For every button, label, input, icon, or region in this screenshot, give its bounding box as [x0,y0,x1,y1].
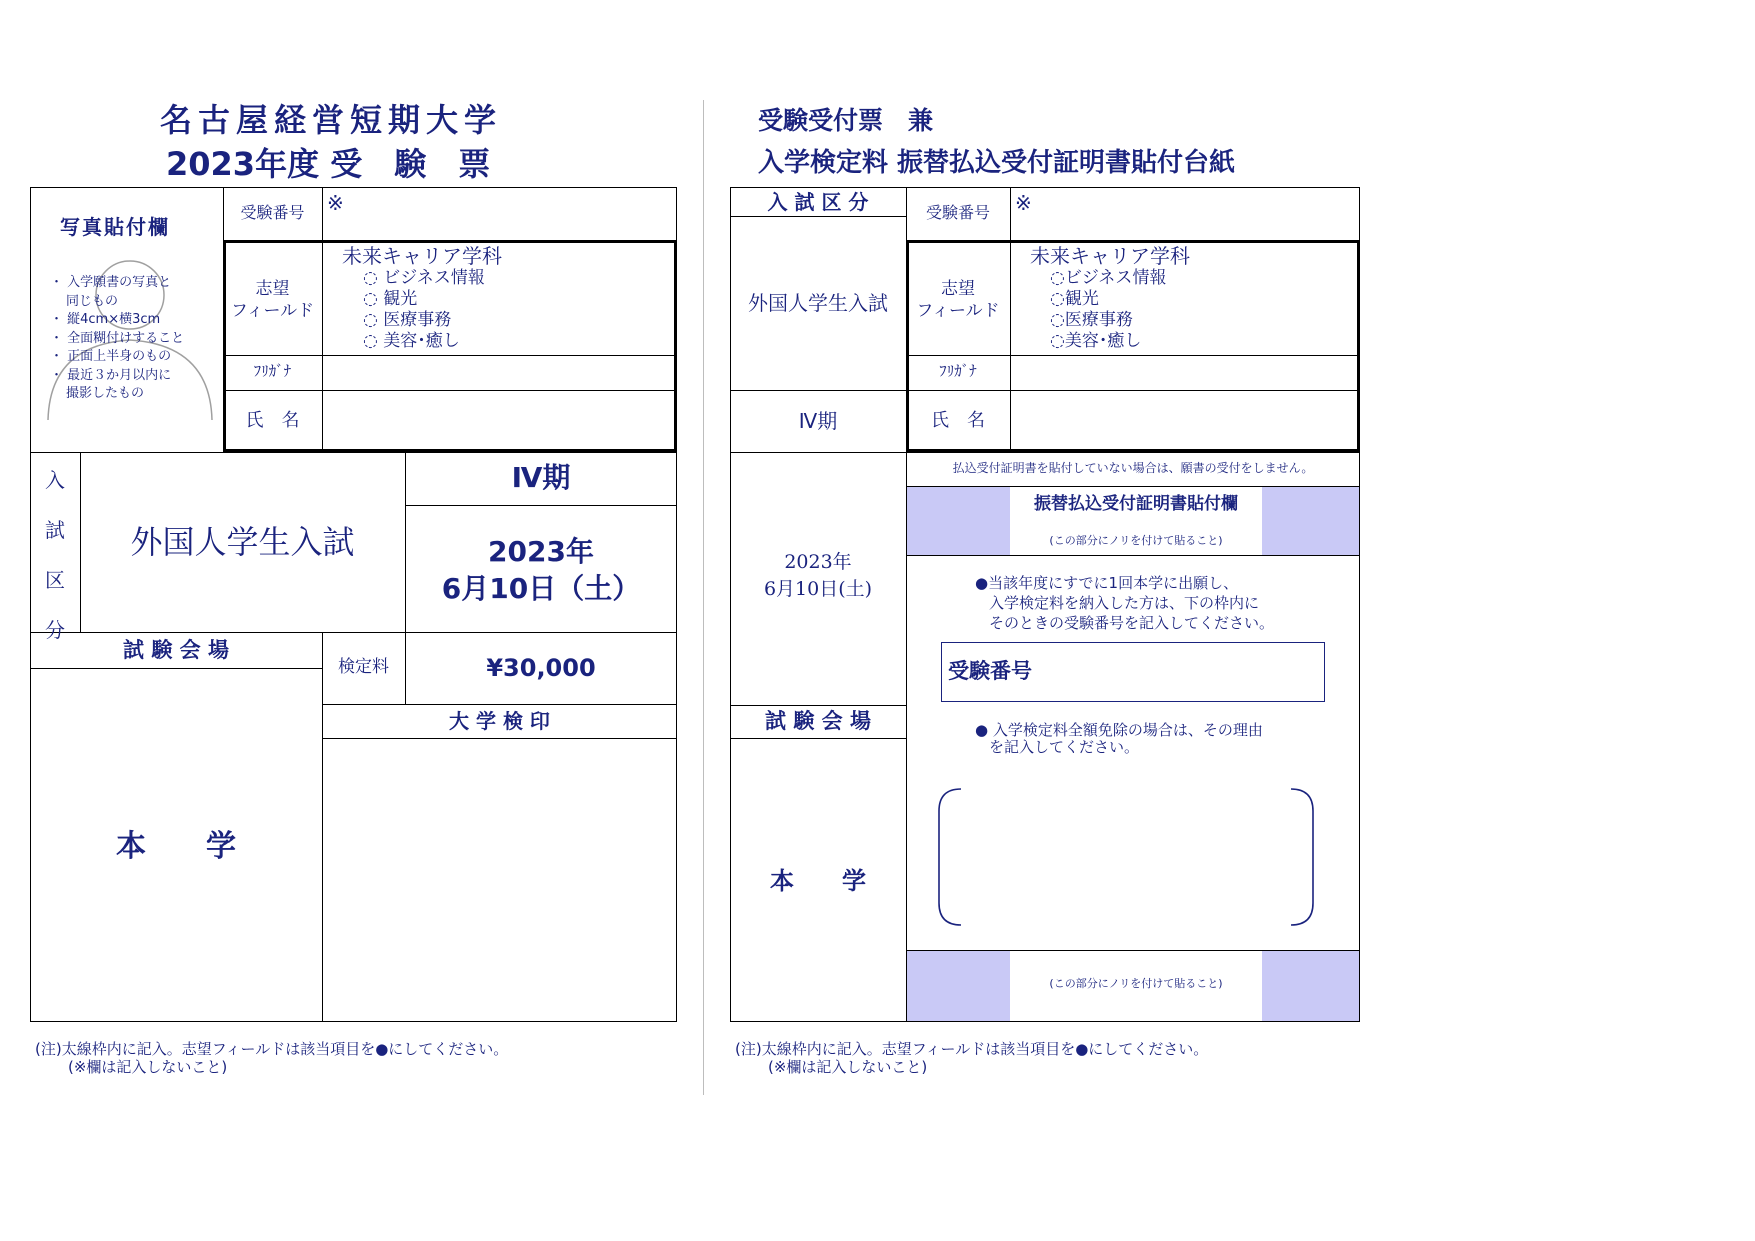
page-divider [703,100,704,1095]
venue-label: 試 験 会 場 [123,638,229,662]
photo-note: ・ 入学願書の写真と [50,275,172,290]
field-option[interactable]: ◌ 医療事務 [363,310,452,330]
photo-note: ・ 最近３か月以内に [50,367,172,383]
name-label: 氏 名 [245,410,300,431]
receipt-subtitle: 入学検定料 振替払込受付証明書貼付台紙 [758,148,1236,178]
field-option[interactable]: ◌医療事務 [1050,310,1133,330]
department-name: 未来キャリア学科 [1030,244,1190,268]
field-option[interactable]: ◌ビジネス情報 [1050,268,1167,288]
exam-date-year: 2023年 [784,551,852,573]
footnote-sub: (※欄は記入しないこと) [68,1058,228,1076]
photo-note: ・ 縦4cm×横3cm [50,312,161,327]
department-name: 未来キャリア学科 [342,244,502,268]
option-radio-icon: ◌ [363,268,378,288]
exam-number-label: 受験番号 [925,203,990,222]
option-radio-icon: ◌ [363,310,378,330]
venue-label: 試 験 会 場 [765,709,871,733]
venue-name: 本 学 [116,829,236,864]
exemption-reason-box[interactable] [935,785,1317,930]
university-name: 名古屋経営短期大学 [160,101,503,139]
exam-number-mark: ※ [1015,191,1032,215]
exam-date-day: 6月10日(土) [763,578,873,600]
paste-area-bottom-left [907,951,1010,1021]
option-radio-icon: ◌ [1050,331,1065,351]
exam-fee: ¥30,000 [486,654,596,682]
photo-note: 撮影したもの [66,386,145,401]
ticket-title: 2023年度 受 験 票 [166,145,491,183]
prior-exam-number-label: 受験番号 [948,659,1032,683]
field-option[interactable]: ◌美容･癒し [1050,331,1142,351]
exam-type: 外国人学生入試 [130,523,355,561]
footnote: (注)太線枠内に記入。志望フィールドは該当項目を●にしてください。 [735,1040,1209,1058]
paste-area-note-bottom: (この部分にノリを付けて貼ること) [1049,977,1223,990]
photo-notes [50,274,184,404]
field-option[interactable]: ◌ ビジネス情報 [363,268,485,288]
footnote: (注)太線枠内に記入。志望フィールドは該当項目を●にしてください。 [35,1040,509,1058]
field-options [363,268,485,352]
paste-area-top-left [907,487,1010,555]
field-label: 志望 フィールド [230,279,315,321]
option-radio-icon: ◌ [1050,268,1065,288]
exam-number-label: 受験番号 [240,203,305,222]
option-radio-icon: ◌ [1050,289,1065,309]
exam-type: 外国人学生入試 [748,291,888,315]
fee-label: 検定料 [338,657,389,677]
exam-period: Ⅳ期 [798,409,838,433]
footnote-sub: (※欄は記入しないこと) [768,1058,928,1076]
receipt-title: 受験受付票 兼 [758,106,934,135]
exam-type-label: 入 試 区 分 [45,468,65,642]
exemption-instruction: ● 入学検定料全額免除の場合は、その理由 を記入してください。 [975,721,1263,756]
option-radio-icon: ◌ [363,331,378,351]
exam-period: Ⅳ期 [511,461,571,494]
paste-area-top-right [1262,487,1359,555]
paste-area-note: (この部分にノリを付けて貼ること) [1049,534,1223,547]
exam-date-year: 2023年 [488,535,594,568]
seal-label: 大 学 検 印 [449,709,550,733]
payment-warning: 払込受付証明書を貼付していない場合は、願書の受付をしません。 [952,461,1314,475]
paste-area-title: 振替払込受付証明書貼付欄 [1034,494,1238,514]
photo-note: ・ 全面糊付けすること [50,330,185,346]
option-radio-icon: ◌ [363,289,378,309]
furigana-label: ﾌﾘｶﾞﾅ [253,362,292,380]
venue-name: 本 学 [770,867,866,895]
field-label: 志望 フィールド [916,279,1000,321]
field-options [1050,268,1166,352]
field-option[interactable]: ◌ 観光 [363,289,418,309]
paste-area-bottom-right [1262,951,1359,1021]
field-option[interactable]: ◌ 美容･癒し [363,331,460,351]
field-option[interactable]: ◌観光 [1050,289,1099,309]
exam-number-mark: ※ [327,191,344,215]
exam-date-day: 6月10日（土） [441,572,641,605]
option-radio-icon: ◌ [1050,310,1065,330]
prior-application-instruction: ●当該年度にすでに1回本学に出願し、 入学検定料を納入した方は、下の枠内に そのときの受験番号を記入してください。 [975,574,1275,632]
furigana-label: ﾌﾘｶﾞﾅ [939,362,977,380]
photo-note: ・ 正面上半身のもの [50,349,172,364]
photo-title: 写真貼付欄 [60,215,170,239]
name-label: 氏 名 [931,410,985,431]
exam-type-label: 入 試 区 分 [767,190,869,214]
photo-note: 同じもの [66,293,119,309]
